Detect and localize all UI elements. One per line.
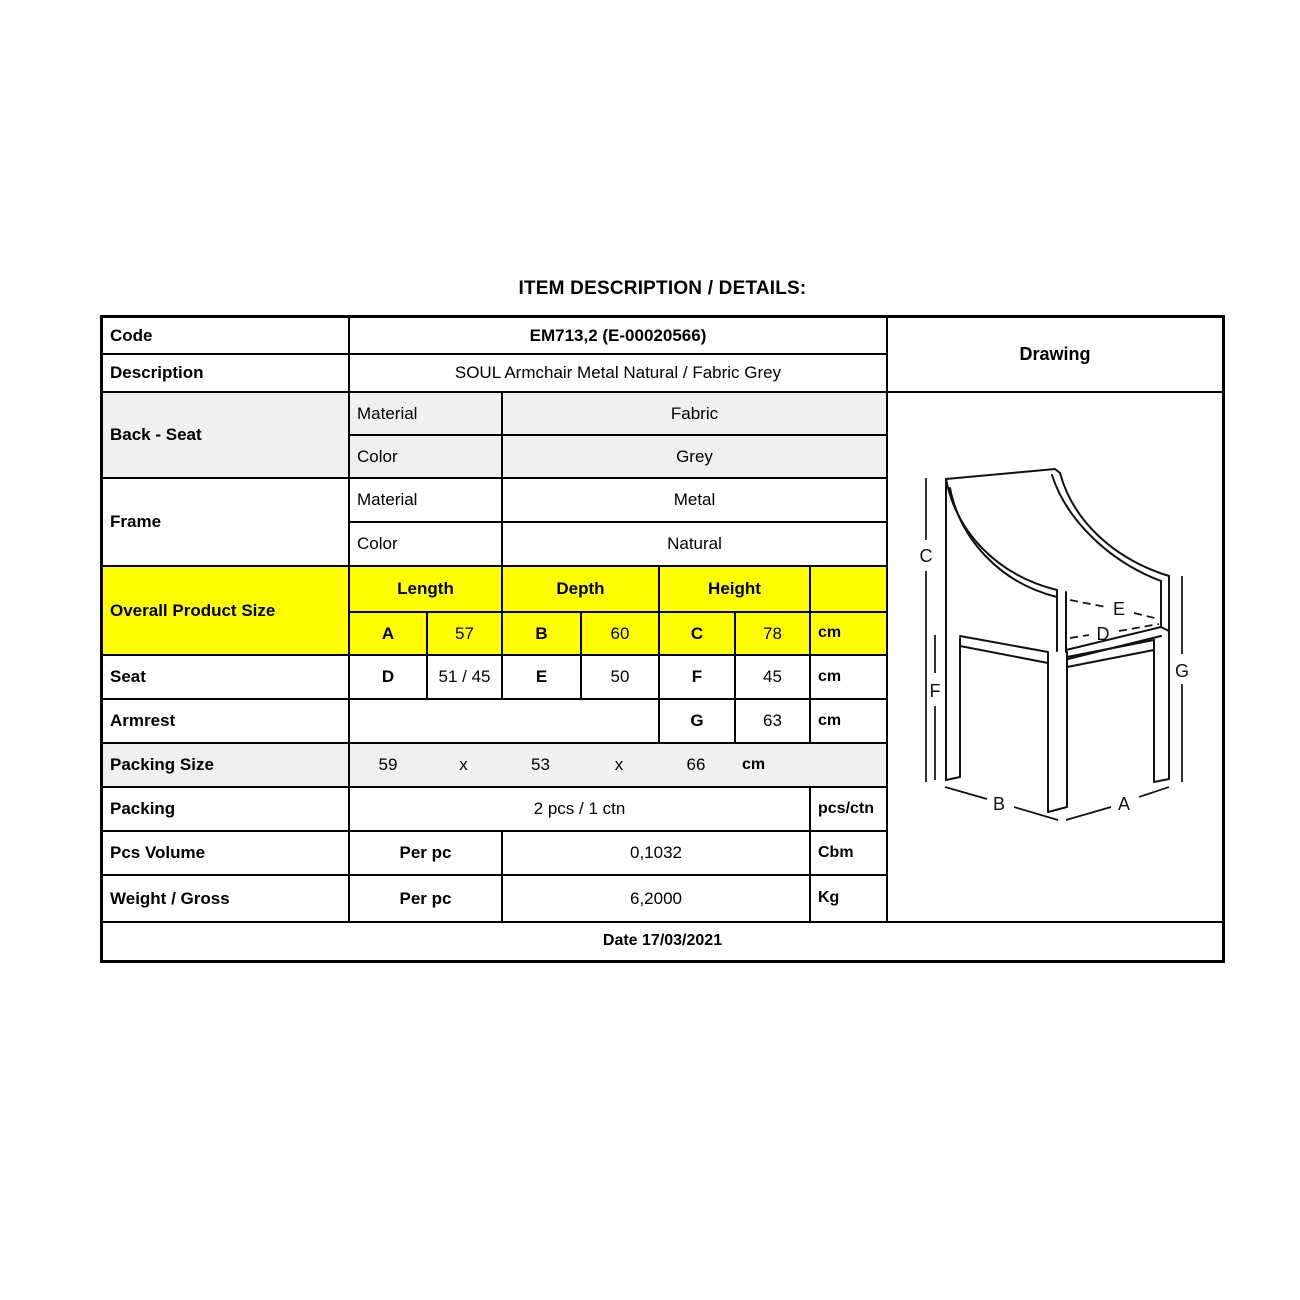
packing-label: Packing bbox=[103, 788, 348, 830]
pcs-volume-label: Pcs Volume bbox=[103, 832, 348, 874]
weight-gross-label: Weight / Gross bbox=[103, 876, 348, 921]
chair-right-apron bbox=[1067, 640, 1154, 667]
overall-b-key: B bbox=[503, 613, 580, 654]
packing-size-spacer bbox=[809, 744, 886, 786]
armrest-g-value: 63 bbox=[736, 700, 809, 742]
seat-unit: cm bbox=[811, 656, 886, 698]
chair-left-sweep-inner bbox=[950, 488, 1057, 597]
drawing-header: Drawing bbox=[888, 318, 1222, 391]
packing-size-unit: cm bbox=[742, 755, 766, 773]
packing-size-sep2: x bbox=[614, 755, 624, 775]
dim-label-F: F bbox=[929, 681, 941, 701]
description-value: SOUL Armchair Metal Natural / Fabric Grey bbox=[350, 355, 886, 391]
seat-f-value: 45 bbox=[736, 656, 809, 698]
frame-label: Frame bbox=[103, 479, 348, 565]
code-value: EM713,2 (E-00020566) bbox=[350, 318, 886, 353]
chair-left-apron bbox=[960, 636, 1048, 663]
back-seat-material-value: Fabric bbox=[503, 393, 886, 434]
weight-gross-basis: Per pc bbox=[350, 876, 501, 921]
item-spec-table bbox=[100, 315, 1225, 963]
armrest-unit: cm bbox=[811, 700, 886, 742]
packing-size-label: Packing Size bbox=[103, 744, 348, 786]
overall-b-value: 60 bbox=[582, 613, 658, 654]
overall-c-key: C bbox=[660, 613, 734, 654]
dim-label-B: B bbox=[992, 794, 1006, 814]
chair-left-arm-post bbox=[1057, 590, 1066, 652]
pcs-volume-unit: Cbm bbox=[811, 832, 886, 874]
dim-label-D: D bbox=[1096, 624, 1110, 644]
code-label: Code bbox=[103, 318, 348, 353]
chair-drawing bbox=[888, 393, 1222, 921]
date-row: Date 17/03/2021 bbox=[103, 923, 1222, 960]
frame-color-label: Color bbox=[350, 523, 501, 565]
overall-c-value: 78 bbox=[736, 613, 809, 654]
overall-unit: cm bbox=[811, 613, 886, 654]
packing-size-value bbox=[350, 744, 886, 786]
page-title: ITEM DESCRIPTION / DETAILS: bbox=[518, 278, 807, 299]
armchair-dimension-diagram bbox=[888, 393, 1222, 918]
chair-right-sweep-inner bbox=[1052, 475, 1161, 581]
overall-a-key: A bbox=[350, 613, 426, 654]
frame-material-value: Metal bbox=[503, 479, 886, 521]
back-seat-material-label: Material bbox=[350, 393, 501, 434]
overall-size-label: Overall Product Size bbox=[103, 567, 348, 654]
packing-value: 2 pcs / 1 ctn bbox=[350, 788, 809, 830]
chair-right-leg bbox=[1154, 640, 1169, 782]
packing-size-sep1: x bbox=[459, 755, 468, 775]
pcs-volume-basis: Per pc bbox=[350, 832, 501, 874]
chair-left-leg bbox=[946, 638, 960, 780]
chair-back-top-edge bbox=[946, 469, 1060, 479]
back-seat-color-label: Color bbox=[350, 436, 501, 477]
back-seat-label: Back - Seat bbox=[103, 393, 348, 477]
weight-gross-value: 6,2000 bbox=[503, 876, 809, 921]
armrest-empty-cell bbox=[350, 700, 658, 742]
armrest-g-key: G bbox=[660, 700, 734, 742]
dim-label-A: A bbox=[1117, 794, 1131, 814]
frame-material-label: Material bbox=[350, 479, 501, 521]
overall-a-value: 57 bbox=[428, 613, 501, 654]
armrest-label: Armrest bbox=[103, 700, 348, 742]
packing-size-v2: 53 bbox=[531, 755, 550, 775]
packing-unit: pcs/ctn bbox=[811, 788, 886, 830]
seat-d-value: 51 / 45 bbox=[428, 656, 501, 698]
seat-e-value: 50 bbox=[582, 656, 658, 698]
chair-right-sweep-outer bbox=[1060, 473, 1169, 576]
seat-d-key: D bbox=[350, 656, 426, 698]
chair-front-leg bbox=[1048, 652, 1067, 812]
chair-left-sweep-outer bbox=[946, 479, 1057, 590]
pcs-volume-value: 0,1032 bbox=[503, 832, 809, 874]
seat-e-key: E bbox=[503, 656, 580, 698]
frame-color-value: Natural bbox=[503, 523, 886, 565]
height-header: Height bbox=[660, 567, 809, 611]
description-label: Description bbox=[103, 355, 348, 391]
packing-size-v1: 59 bbox=[378, 755, 398, 775]
seat-f-key: F bbox=[660, 656, 734, 698]
seat-label: Seat bbox=[103, 656, 348, 698]
back-seat-color-value: Grey bbox=[503, 436, 886, 477]
overall-header-empty-cell bbox=[811, 567, 886, 611]
weight-gross-unit: Kg bbox=[811, 876, 886, 921]
dim-label-C: C bbox=[919, 546, 933, 566]
dim-label-G: G bbox=[1174, 661, 1190, 681]
chair-right-arm-inner bbox=[1161, 581, 1169, 631]
depth-header: Depth bbox=[503, 567, 658, 611]
packing-size-v3: 66 bbox=[686, 755, 706, 775]
length-header: Length bbox=[350, 567, 501, 611]
dim-label-E: E bbox=[1112, 599, 1126, 619]
